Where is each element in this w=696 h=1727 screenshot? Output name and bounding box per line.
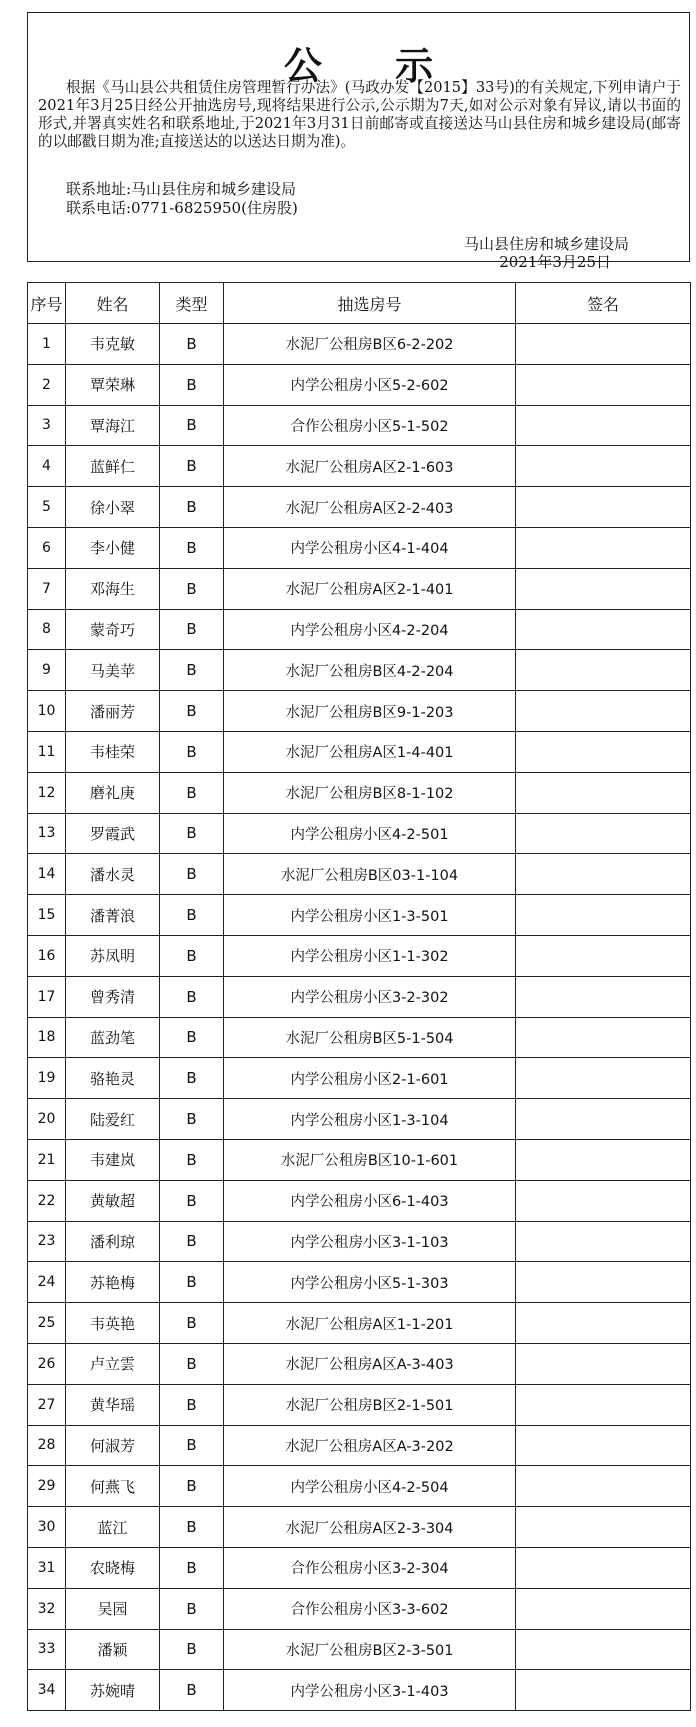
assigned-room: 水泥厂公租房A区A-3-202 [224,1425,516,1466]
resident-name: 农晓梅 [66,1547,160,1588]
signature-cell[interactable] [516,1017,691,1058]
table-row [28,364,691,405]
table-row [28,1058,691,1099]
housing-type: B [160,1343,224,1384]
notice-box [27,12,690,271]
table-row [28,772,691,813]
header-no: 序号 [28,283,66,324]
table-row [28,1180,691,1221]
table-row [28,813,691,854]
assigned-room: 水泥厂公租房A区1-4-401 [224,731,516,772]
assigned-room: 水泥厂公租房B区4-2-204 [224,650,516,691]
allocation-table [27,282,691,1711]
housing-type: B [160,731,224,772]
table-row [28,568,691,609]
signature-cell[interactable] [516,1343,691,1384]
housing-type: B [160,1425,224,1466]
resident-name: 苏凤明 [66,935,160,976]
table-row [28,1303,691,1344]
housing-type: B [160,1058,224,1099]
resident-name: 潘颖 [66,1629,160,1670]
assigned-room: 合作公租房小区5-1-502 [224,405,516,446]
row-number: 30 [28,1507,66,1548]
signature-cell[interactable] [516,1466,691,1507]
row-number: 18 [28,1017,66,1058]
table-row [28,1629,691,1670]
assigned-room: 内学公租房小区1-1-302 [224,935,516,976]
signature-cell[interactable] [516,1425,691,1466]
assigned-room: 水泥厂公租房B区2-3-501 [224,1629,516,1670]
table-row [28,1262,691,1303]
resident-name: 覃海江 [66,405,160,446]
table-header-row [28,283,691,324]
row-number: 13 [28,813,66,854]
row-number: 7 [28,568,66,609]
signature-cell[interactable] [516,1670,691,1711]
assigned-room: 水泥厂公租房B区5-1-504 [224,1017,516,1058]
signature-cell[interactable] [516,1629,691,1670]
assigned-room: 水泥厂公租房B区03-1-104 [224,854,516,895]
table-body [28,324,691,1711]
assigned-room: 合作公租房小区3-3-602 [224,1588,516,1629]
housing-type: B [160,976,224,1017]
row-number: 6 [28,527,66,568]
resident-name: 蒙奇巧 [66,609,160,650]
signature-cell[interactable] [516,650,691,691]
header-room: 抽选房号 [224,283,516,324]
table-row [28,324,691,365]
header-signature: 签名 [516,283,691,324]
row-number: 9 [28,650,66,691]
resident-name: 潘菁浪 [66,895,160,936]
signature-cell[interactable] [516,976,691,1017]
signature-cell[interactable] [516,691,691,732]
table-row [28,895,691,936]
assigned-room: 水泥厂公租房B区9-1-203 [224,691,516,732]
row-number: 2 [28,364,66,405]
signature-cell[interactable] [516,568,691,609]
signature-cell[interactable] [516,446,691,487]
table-row [28,976,691,1017]
signature-cell[interactable] [516,1588,691,1629]
row-number: 23 [28,1221,66,1262]
housing-type: B [160,691,224,732]
table-row [28,1425,691,1466]
row-number: 26 [28,1343,66,1384]
row-number: 16 [28,935,66,976]
row-number: 24 [28,1262,66,1303]
row-number: 31 [28,1547,66,1588]
signature-cell[interactable] [516,895,691,936]
housing-type: B [160,650,224,691]
assigned-room: 水泥厂公租房A区A-3-403 [224,1343,516,1384]
assigned-room: 水泥厂公租房A区2-3-304 [224,1507,516,1548]
row-number: 29 [28,1466,66,1507]
signature-cell[interactable] [516,1303,691,1344]
resident-name: 蓝江 [66,1507,160,1548]
signature-cell[interactable] [516,1099,691,1140]
resident-name: 何淑芳 [66,1425,160,1466]
resident-name: 韦克敏 [66,324,160,365]
resident-name: 何燕飞 [66,1466,160,1507]
resident-name: 卢立雲 [66,1343,160,1384]
table-row [28,487,691,528]
resident-name: 罗霞武 [66,813,160,854]
housing-type: B [160,1547,224,1588]
assigned-room: 内学公租房小区5-2-602 [224,364,516,405]
notice-title: 公 示 [283,44,464,88]
assigned-room: 水泥厂公租房B区8-1-102 [224,772,516,813]
housing-type: B [160,1099,224,1140]
table-row [28,405,691,446]
housing-type: B [160,1303,224,1344]
row-number: 27 [28,1384,66,1425]
row-number: 15 [28,895,66,936]
table-row [28,1384,691,1425]
header-type: 类型 [160,283,224,324]
row-number: 11 [28,731,66,772]
table-row [28,650,691,691]
signature-cell[interactable] [516,731,691,772]
assigned-room: 水泥厂公租房A区2-1-401 [224,568,516,609]
housing-type: B [160,1507,224,1548]
housing-type: B [160,487,224,528]
signature-cell[interactable] [516,1384,691,1425]
row-number: 28 [28,1425,66,1466]
assigned-room: 水泥厂公租房A区1-1-201 [224,1303,516,1344]
signature-cell[interactable] [516,364,691,405]
resident-name: 覃荣琳 [66,364,160,405]
row-number: 21 [28,1139,66,1180]
resident-name: 苏婉晴 [66,1670,160,1711]
resident-name: 潘利琼 [66,1221,160,1262]
issue-date: 2021年3月25日 [499,253,611,271]
housing-type: B [160,1139,224,1180]
row-number: 12 [28,772,66,813]
housing-type: B [160,1017,224,1058]
issuer-name: 马山县住房和城乡建设局 [463,235,629,253]
row-number: 32 [28,1588,66,1629]
assigned-room: 内学公租房小区1-3-104 [224,1099,516,1140]
row-number: 22 [28,1180,66,1221]
assigned-room: 内学公租房小区2-1-601 [224,1058,516,1099]
assigned-room: 水泥厂公租房B区10-1-601 [224,1139,516,1180]
signature-cell[interactable] [516,1139,691,1180]
signature-cell[interactable] [516,813,691,854]
table-row [28,1017,691,1058]
housing-type: B [160,405,224,446]
table-row [28,1139,691,1180]
assigned-room: 合作公租房小区3-2-304 [224,1547,516,1588]
row-number: 5 [28,487,66,528]
signature-cell[interactable] [516,1180,691,1221]
row-number: 10 [28,691,66,732]
table-row [28,1670,691,1711]
housing-type: B [160,446,224,487]
signature-cell[interactable] [516,609,691,650]
table-row [28,1221,691,1262]
table-row [28,446,691,487]
resident-name: 蓝劲笔 [66,1017,160,1058]
resident-name: 徐小翠 [66,487,160,528]
assigned-room: 水泥厂公租房B区6-2-202 [224,324,516,365]
row-number: 34 [28,1670,66,1711]
resident-name: 李小健 [66,527,160,568]
contact-address: 联系地址:马山县住房和城乡建设局 [66,180,297,198]
assigned-room: 内学公租房小区5-1-303 [224,1262,516,1303]
assigned-room: 内学公租房小区3-1-103 [224,1221,516,1262]
assigned-room: 水泥厂公租房A区2-2-403 [224,487,516,528]
resident-name: 韦建岚 [66,1139,160,1180]
signature-cell[interactable] [516,1262,691,1303]
resident-name: 邓海生 [66,568,160,609]
housing-type: B [160,609,224,650]
table-row [28,854,691,895]
signature-cell[interactable] [516,527,691,568]
housing-type: B [160,1670,224,1711]
signature-cell[interactable] [516,405,691,446]
housing-type: B [160,1180,224,1221]
assigned-room: 内学公租房小区1-3-501 [224,895,516,936]
resident-name: 黄华瑶 [66,1384,160,1425]
housing-type: B [160,324,224,365]
housing-type: B [160,813,224,854]
table-row [28,691,691,732]
signature-cell[interactable] [516,1221,691,1262]
assigned-room: 水泥厂公租房B区2-1-501 [224,1384,516,1425]
assigned-room: 内学公租房小区4-2-204 [224,609,516,650]
table-row [28,1343,691,1384]
contact-phone: 联系电话:0771-6825950(住房股) [66,199,298,217]
resident-name: 曾秀清 [66,976,160,1017]
row-number: 14 [28,854,66,895]
row-number: 25 [28,1303,66,1344]
table-row [28,1466,691,1507]
housing-type: B [160,1588,224,1629]
row-number: 17 [28,976,66,1017]
assigned-room: 内学公租房小区3-2-302 [224,976,516,1017]
resident-name: 陆爱红 [66,1099,160,1140]
housing-type: B [160,568,224,609]
assigned-room: 内学公租房小区4-1-404 [224,527,516,568]
resident-name: 韦桂荣 [66,731,160,772]
table-row [28,609,691,650]
housing-type: B [160,1384,224,1425]
housing-type: B [160,1629,224,1670]
housing-type: B [160,364,224,405]
signature-cell[interactable] [516,324,691,365]
housing-type: B [160,854,224,895]
row-number: 20 [28,1099,66,1140]
row-number: 33 [28,1629,66,1670]
table-row [28,1588,691,1629]
signature-cell[interactable] [516,487,691,528]
resident-name: 吴园 [66,1588,160,1629]
row-number: 1 [28,324,66,365]
signature-cell[interactable] [516,1547,691,1588]
table-row [28,527,691,568]
table-row [28,1099,691,1140]
assigned-room: 内学公租房小区3-1-403 [224,1670,516,1711]
signature-cell[interactable] [516,854,691,895]
table-row [28,731,691,772]
resident-name: 韦英艳 [66,1303,160,1344]
resident-name: 磨礼庚 [66,772,160,813]
signature-cell[interactable] [516,1058,691,1099]
row-number: 4 [28,446,66,487]
housing-type: B [160,935,224,976]
header-name: 姓名 [66,283,160,324]
resident-name: 潘水灵 [66,854,160,895]
housing-type: B [160,527,224,568]
row-number: 3 [28,405,66,446]
housing-type: B [160,895,224,936]
assigned-room: 内学公租房小区4-2-501 [224,813,516,854]
signature-cell[interactable] [516,1507,691,1548]
notice-body: 根据《马山县公共租赁住房管理暂行办法》(马政办发【2015】33号)的有关规定,下列申请户于2021年3月25日经公开抽选房号,现将结果进行公示,公示期为7天,如对公示对象有异议,请以书面的形式,并署真实姓名和联系地址,于2021年3月31日前邮寄或直接送达马山县住房和城乡建设局(邮寄的以邮戳日期为准;直接送达的以送达日期为准)。 [38,79,681,150]
resident-name: 骆艳灵 [66,1058,160,1099]
resident-name: 黄敏超 [66,1180,160,1221]
housing-type: B [160,1221,224,1262]
assigned-room: 内学公租房小区6-1-403 [224,1180,516,1221]
resident-name: 潘丽芳 [66,691,160,732]
signature-cell[interactable] [516,772,691,813]
signature-cell[interactable] [516,935,691,976]
assigned-room: 水泥厂公租房A区2-1-603 [224,446,516,487]
row-number: 8 [28,609,66,650]
table-row [28,935,691,976]
housing-type: B [160,1262,224,1303]
table-row [28,1507,691,1548]
assigned-room: 内学公租房小区4-2-504 [224,1466,516,1507]
resident-name: 蓝鲜仁 [66,446,160,487]
row-number: 19 [28,1058,66,1099]
resident-name: 苏艳梅 [66,1262,160,1303]
housing-type: B [160,772,224,813]
table-row [28,1547,691,1588]
resident-name: 马美苹 [66,650,160,691]
housing-type: B [160,1466,224,1507]
